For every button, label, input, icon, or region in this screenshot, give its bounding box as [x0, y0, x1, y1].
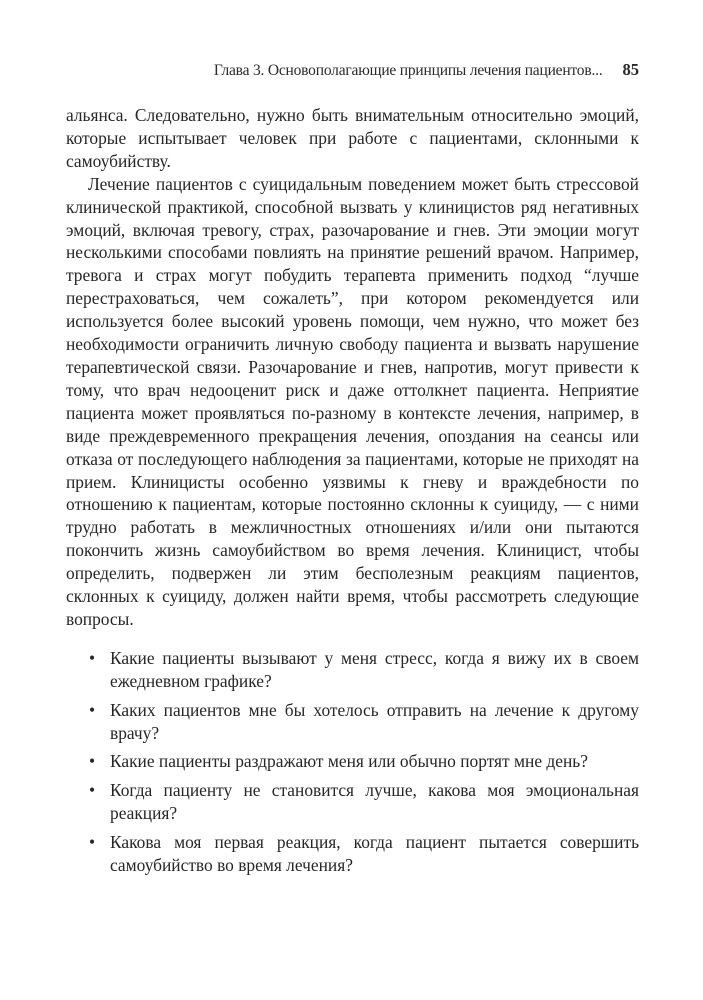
list-item-text: Каких пациентов мне бы хотелось отправить на лечение к другому врачу?	[110, 699, 639, 743]
list-item-text: Какие пациенты вызывают у меня стресс, когда я вижу их в своем ежедневном графике?	[110, 647, 639, 691]
list-item-text: Когда пациенту не становится лучше, какова моя эмоциональная реакция?	[110, 780, 639, 824]
bullet-icon: •	[88, 780, 96, 801]
chapter-title: Глава 3. Основополагающие принципы лечения пациентов...	[213, 62, 603, 79]
list-item	[66, 779, 639, 825]
body-text	[66, 104, 639, 883]
paragraph-continued: альянса. Следовательно, нужно быть внимательным относительно эмоций, которые испытывает человек при работе с пациентами, склонными к самоубийству.	[66, 105, 639, 171]
list-item	[66, 647, 639, 693]
bullet-icon: •	[88, 832, 96, 853]
list-item-text: Какие пациенты раздражают меня или обычно портят мне день?	[110, 751, 588, 772]
page-number: 85	[622, 60, 639, 79]
book-page	[66, 0, 639, 1000]
list-item	[66, 750, 639, 773]
bullet-icon: •	[88, 647, 96, 668]
bullet-icon: •	[88, 699, 96, 720]
question-list	[66, 647, 639, 877]
list-item	[66, 831, 639, 877]
list-item-text: Какова моя первая реакция, когда пациент пытается совершить самоубийство во время лечения?	[110, 832, 639, 876]
running-header	[66, 60, 639, 84]
list-item	[66, 699, 639, 745]
paragraph: Лечение пациентов с суицидальным поведением может быть стрессовой клинической практикой, способной вызвать у клиницистов ряд негативных эмоций, включая тревогу, страх, разочарование и гнев. Эти эмоции могут несколькими способами повлиять на принятие решений врачом. Например, тревога и страх могут побудить терапевта применить подход “лучше перестраховаться, чем сожалеть”, при котором рекомендуется или используется более высокий уровень помощи, чем нужно, что может без необходимости ограничить личную свободу пациента и вызвать нарушение терапевтической связи. Разочарование и гнев, напротив, могут привести к тому, что врач недооценит риск и даже оттолкнет пациента. Неприятие пациента может проявляться по-разному в контексте лечения, например, в виде преждевременного прекращения лечения, опоздания на сеансы или отказа от последующего наблюдения за пациентами, которые не приходят на прием. Клиницисты особенно уязвимы к гневу и враждебности по отношению к пациентам, которые постоянно склонны к суициду, — с ними трудно работать в межличностных отношениях и/или они пытаются покончить жизнь самоубийством во время лечения. Клиницист, чтобы определить, подвержен ли этим бесполезным реакциям пациентов, склонных к суициду, должен найти время, чтобы рассмотреть следующие вопросы.	[66, 173, 639, 629]
bullet-icon: •	[88, 751, 96, 772]
